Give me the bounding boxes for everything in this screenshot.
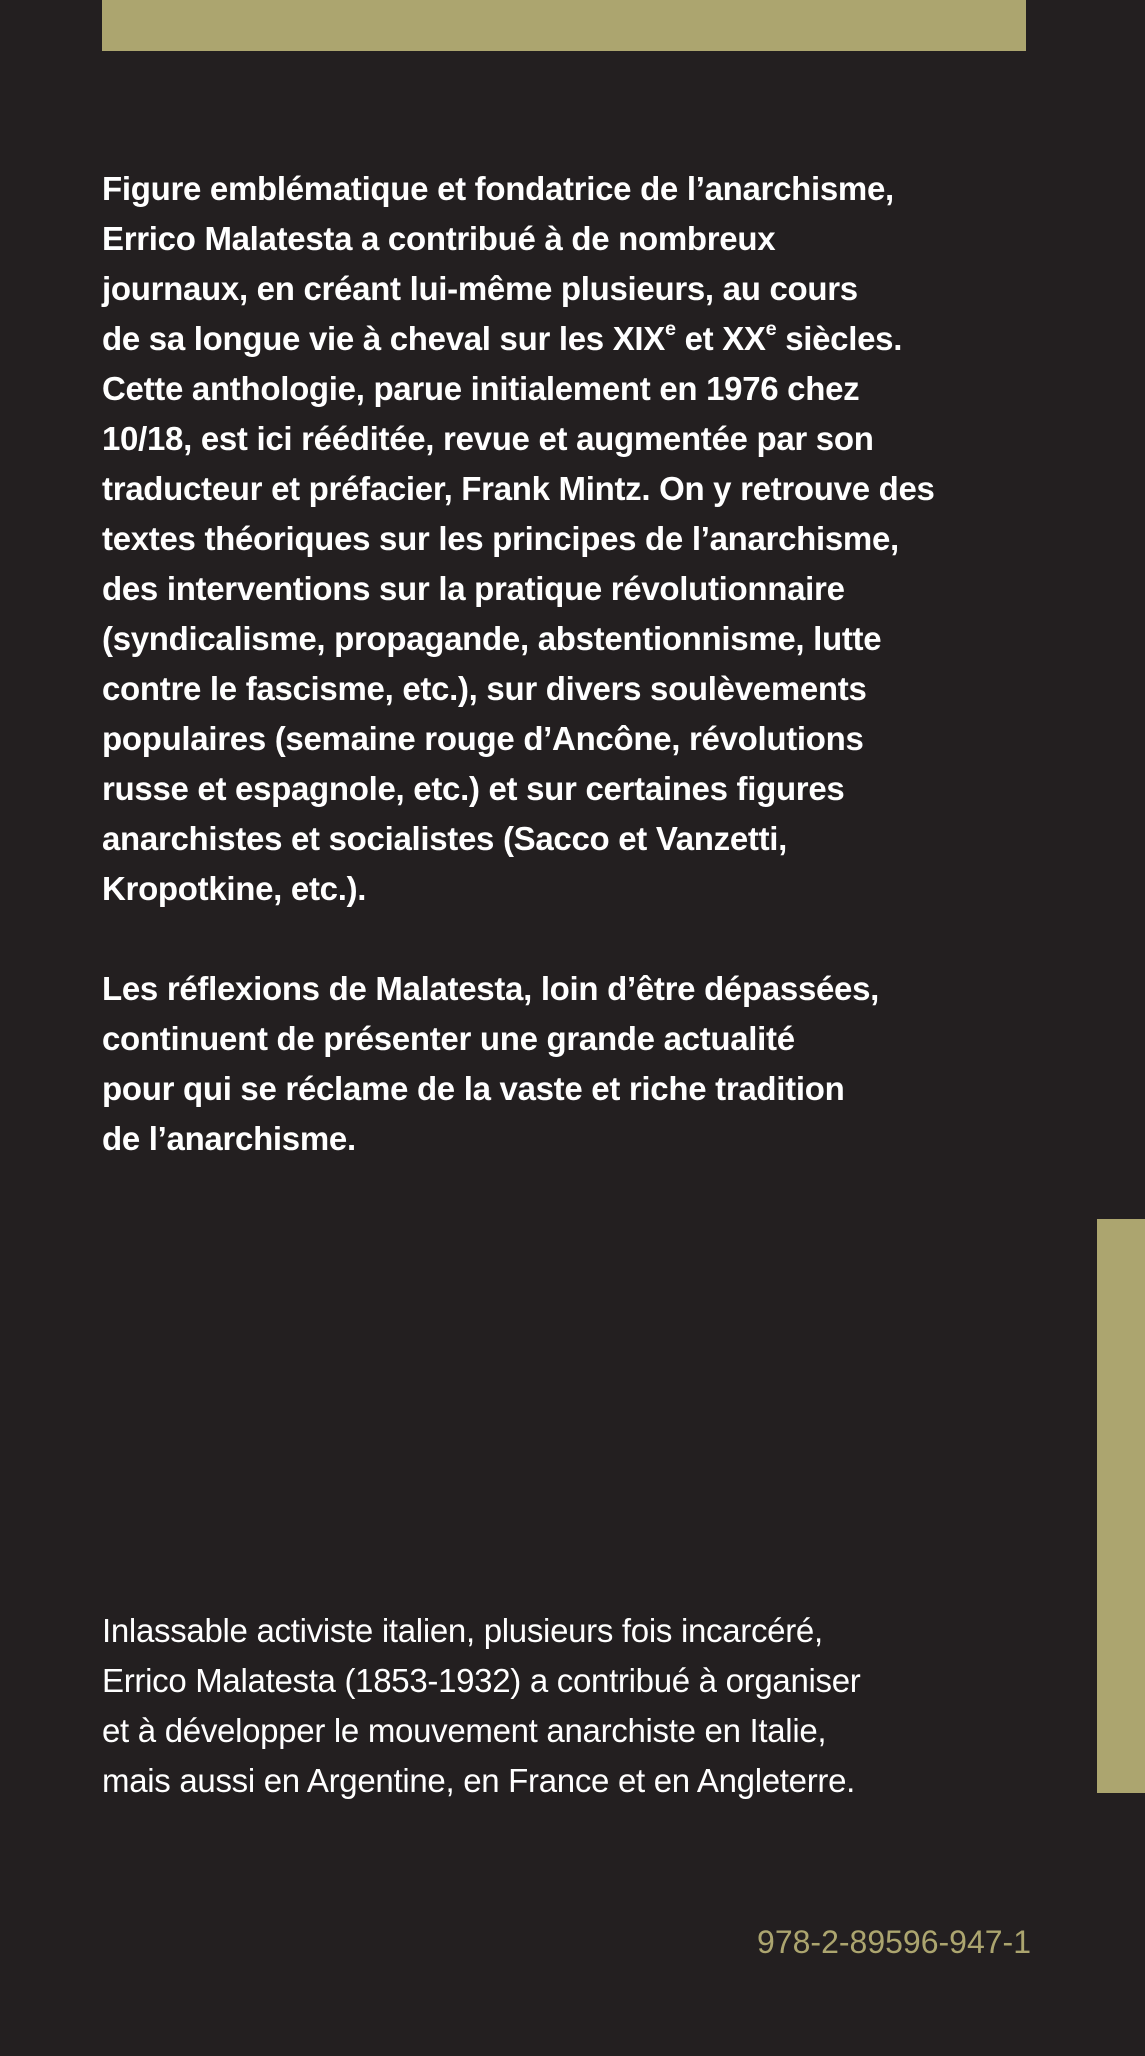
top-accent-band [102, 0, 1026, 51]
text-line: continuent de présenter une grande actualité [102, 1020, 795, 1057]
text-line: de l’anarchisme. [102, 1120, 356, 1157]
text-line: Les réflexions de Malatesta, loin d’être dépassées, [102, 970, 880, 1007]
text-line: mais aussi en Argentine, en France et en Angleterre. [102, 1762, 856, 1799]
text-line: contre le fascisme, etc.), sur divers soulèvements [102, 670, 867, 707]
text-line: Errico Malatesta a contribué à de nombreux [102, 220, 776, 257]
text-line: (syndicalisme, propagande, abstentionnisme, lutte [102, 620, 882, 657]
text-fragment: et XX [675, 320, 766, 357]
text-line: et à développer le mouvement anarchiste en Italie, [102, 1712, 827, 1749]
text-line: Inlassable activiste italien, plusieurs fois incarcéré, [102, 1612, 823, 1649]
text-fragment: de sa longue vie à cheval sur les XIX [102, 320, 666, 357]
text-line-centuries [102, 314, 1042, 364]
text-line: populaires (semaine rouge d’Ancône, révolutions [102, 720, 864, 757]
text-line: Figure emblématique et fondatrice de l’anarchisme, [102, 170, 894, 207]
text-line: pour qui se réclame de la vaste et riche tradition [102, 1070, 845, 1107]
isbn-number: 978-2-89596-947-1 [757, 1924, 1031, 1960]
text-line: des interventions sur la pratique révolutionnaire [102, 570, 845, 607]
text-line: traducteur et préfacier, Frank Mintz. On y retrouve des [102, 470, 935, 507]
text-line: Kropotkine, etc.). [102, 870, 367, 907]
text-line: journaux, en créant lui-même plusieurs, au cours [102, 270, 858, 307]
superscript: e [665, 318, 676, 341]
text-line: Cette anthologie, parue initialement en 1976 chez [102, 370, 860, 407]
text-fragment: siècles. [776, 320, 903, 357]
author-bio-paragraph [102, 1606, 1042, 1806]
side-accent-band [1097, 1219, 1145, 1793]
text-line: 10/18, est ici rééditée, revue et augmentée par son [102, 420, 874, 457]
superscript: e [765, 318, 777, 341]
conclusion-paragraph [102, 964, 1042, 1164]
text-line: anarchistes et socialistes (Sacco et Vanzetti, [102, 820, 788, 857]
text-line: russe et espagnole, etc.) et sur certaines figures [102, 770, 845, 807]
text-line: Errico Malatesta (1853-1932) a contribué à organiser [102, 1662, 861, 1699]
text-line: textes théoriques sur les principes de l’anarchisme, [102, 520, 899, 557]
description-paragraph [102, 164, 1042, 914]
